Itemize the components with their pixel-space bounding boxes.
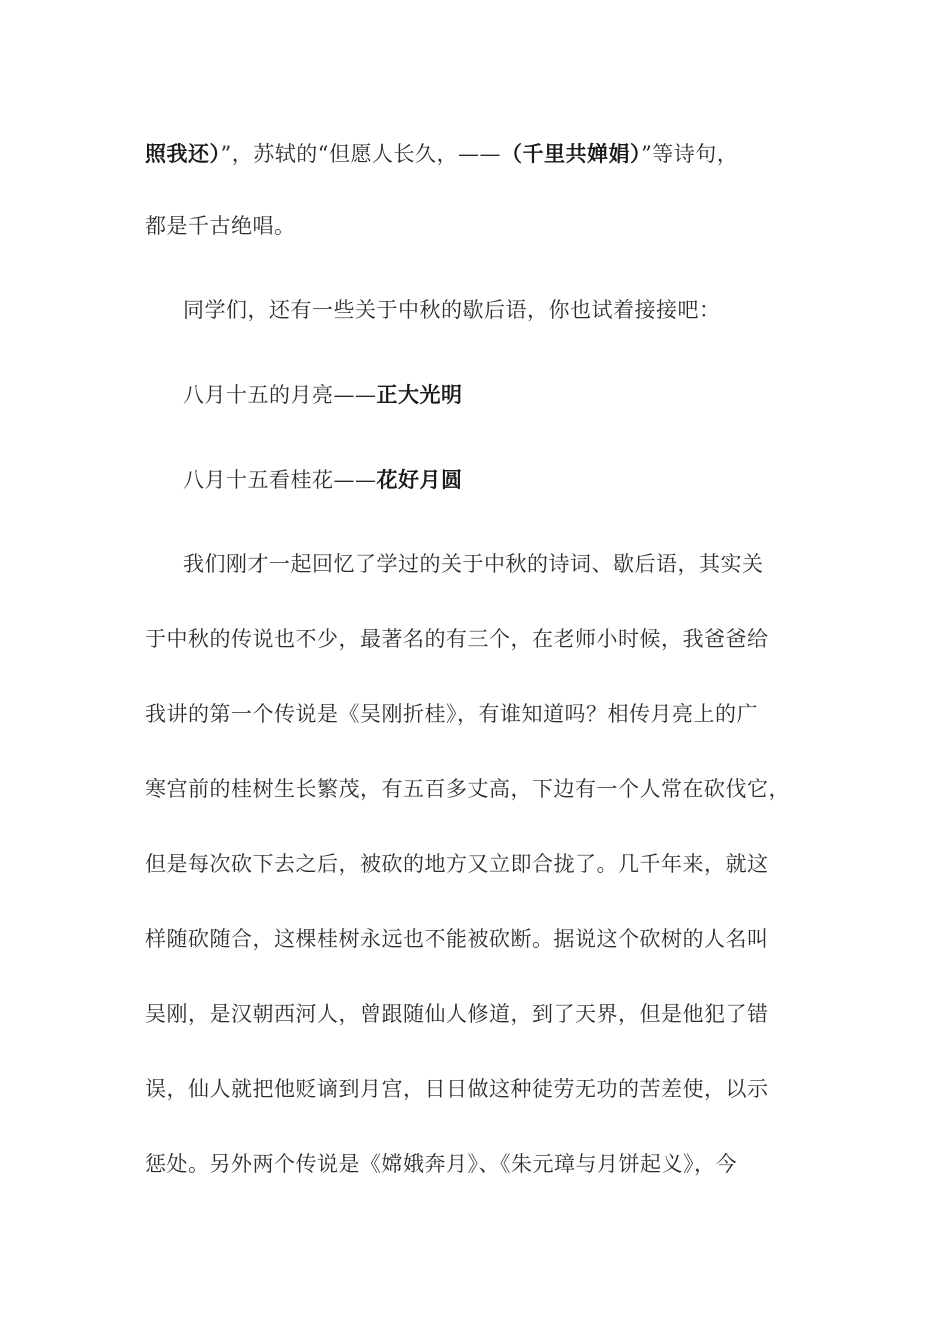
bold-text: （千里共婵娟） — [500, 142, 641, 166]
paragraph-line: 样随砍随合，这棵桂树永远也不能被砍断。据说这个砍树的人名叫 — [145, 927, 769, 951]
paragraph-line: 于中秋的传说也不少，最著名的有三个，在老师小时候，我爸爸给 — [145, 627, 769, 651]
riddle-answer: 花好月圆 — [376, 468, 463, 492]
paragraph-line: 寒宫前的桂树生长繁茂，有五百多丈高，下边有一个人常在砍伐它， — [145, 777, 790, 801]
plain-text: ”等诗句， — [640, 142, 739, 166]
paragraph-line: 我讲的第一个传说是《吴刚折桂》，有谁知道吗？相传月亮上的广 — [145, 702, 758, 726]
riddle-line-2 — [183, 466, 863, 494]
riddle-question: 八月十五看桂花—— — [183, 468, 377, 492]
paragraph-line: 惩处。另外两个传说是《嫦娥奔月》、《朱元璋与月饼起义》，今 — [145, 1152, 737, 1176]
paragraph-intro-riddles: 同学们，还有一些关于中秋的歇后语，你也试着接接吧： — [183, 298, 721, 322]
riddle-answer: 正大光明 — [376, 383, 463, 407]
paragraph-line: 但是每次砍下去之后，被砍的地方又立即合拢了。几千年来，就这 — [145, 852, 769, 876]
bold-text: 照我还） — [145, 142, 221, 166]
riddle-line-1 — [183, 381, 863, 409]
paragraph-line-1 — [145, 140, 825, 168]
paragraph-line: 误，仙人就把他贬谪到月宫，日日做这种徒劳无功的苦差使，以示 — [145, 1077, 769, 1101]
riddle-question: 八月十五的月亮—— — [183, 383, 377, 407]
paragraph-line: 吴刚，是汉朝西河人，曾跟随仙人修道，到了天界，但是他犯了错 — [145, 1002, 769, 1026]
paragraph-line: 我们刚才一起回忆了学过的关于中秋的诗词、歇后语，其实关 — [183, 552, 764, 576]
plain-text: ”，苏轼的“但愿人长久，—— — [220, 142, 501, 166]
paragraph-line-2: 都是千古绝唱。 — [145, 214, 296, 238]
